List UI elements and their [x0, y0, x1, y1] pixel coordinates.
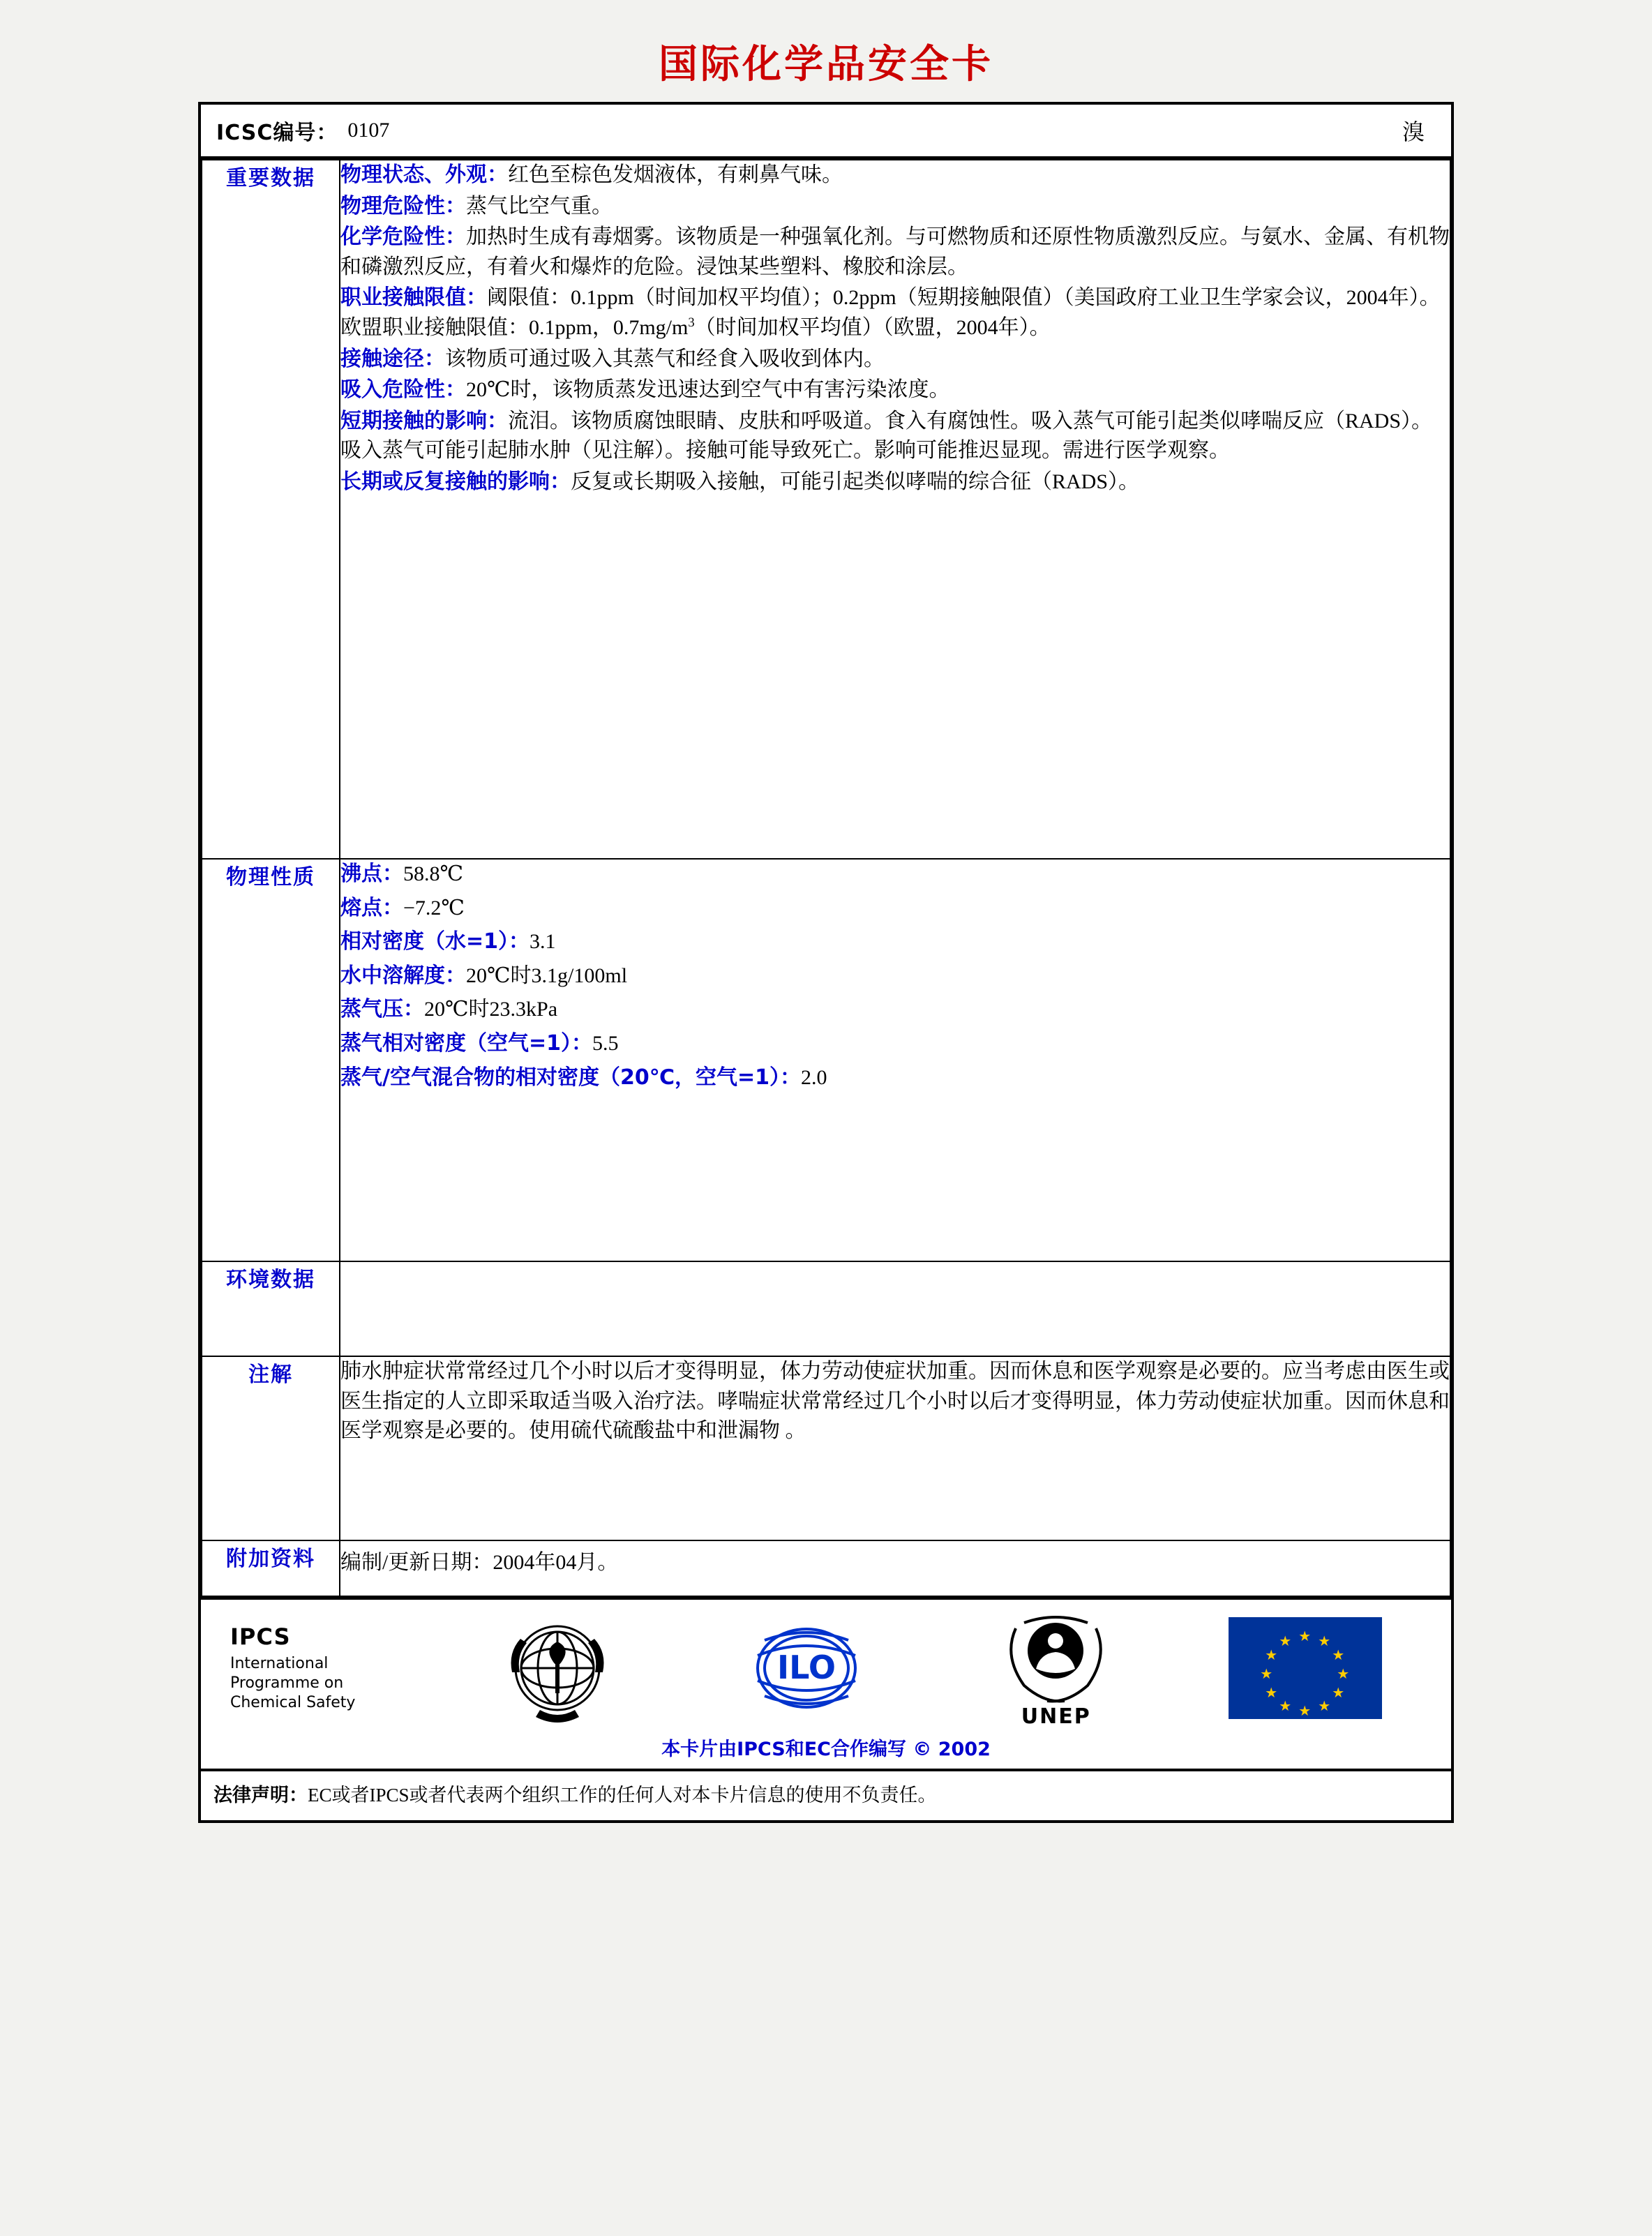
field-value: 20℃时，该物质蒸发迅速达到空气中有害污染浓度。: [466, 378, 950, 402]
unep-logo-icon: [995, 1607, 1117, 1705]
eu-star: ★: [1298, 1629, 1312, 1644]
field-value: 2.0: [801, 1065, 827, 1089]
row-label-additional-info: 附加资料: [202, 1540, 340, 1596]
list-item: [340, 927, 1450, 957]
legal-notice: [201, 1771, 1451, 1820]
unep-logo-group: [995, 1607, 1117, 1729]
eu-star: ★: [1318, 1699, 1331, 1714]
icsc-number-label: ICSC编号：: [216, 121, 338, 145]
table-row-additional-info: [202, 1540, 1450, 1596]
field-key: 沸点：: [340, 862, 403, 886]
field-key: 物理危险性：: [340, 193, 466, 218]
list-item: [340, 860, 1450, 890]
ipcs-subtitle-line-2: Programme on: [230, 1674, 344, 1692]
card-header: [201, 105, 1451, 159]
row-body-environment-data: [340, 1261, 1450, 1356]
list-item: [340, 1063, 1450, 1093]
eu-star: ★: [1337, 1667, 1350, 1682]
legal-notice-label: 法律声明：: [213, 1785, 308, 1806]
field-value: 58.8℃: [403, 862, 464, 885]
row-label-important-data: 重要数据: [202, 160, 340, 859]
field-key: 化学危险性：: [340, 225, 466, 250]
icsc-number-value: 0107: [347, 119, 390, 142]
field-key: 物理状态、外观：: [340, 163, 508, 187]
field-value: 阈限值：0.1ppm（时间加权平均值）；0.2ppm（短期接触限值）（美国政府工业卫生学家会议，2004年）。欧盟职业接触限值：0.1ppm，$0.7mg/m^3$（时间加权平均值）（欧盟，2004年）。: [340, 286, 1441, 339]
eu-flag-slot: [1181, 1617, 1431, 1719]
legal-notice-text: EC或者IPCS或者代表两个组织工作的任何人对本卡片信息的使用不负责任。: [308, 1785, 937, 1806]
list-item: [340, 995, 1450, 1025]
ipcs-block: [222, 1623, 433, 1713]
list-item: [340, 160, 1450, 190]
row-label-notes: 注解: [202, 1356, 340, 1540]
row-body-physical-properties: [340, 859, 1450, 1261]
field-key: 蒸气相对密度（空气=1）：: [340, 1030, 593, 1056]
eu-star: ★: [1332, 1686, 1345, 1701]
row-body-important-data: [340, 160, 1450, 859]
eu-star: ★: [1265, 1686, 1278, 1701]
eu-star: ★: [1279, 1699, 1292, 1714]
field-value: 蒸气比空气重。: [466, 194, 613, 218]
ilo-logo-slot: [682, 1612, 932, 1724]
field-key: 短期接触的影响：: [340, 408, 508, 433]
card-table: [201, 159, 1451, 1597]
field-value: 3.1: [530, 930, 556, 954]
field-key: 相对密度（水=1）：: [340, 929, 530, 954]
list-item: [340, 223, 1450, 282]
eu-star: ★: [1260, 1667, 1273, 1682]
list-item: [340, 894, 1450, 924]
row-label-environment-data: 环境数据: [202, 1261, 340, 1356]
field-value: 该物质可通过吸入其蒸气和经食入吸收到体内。: [445, 347, 885, 370]
footer-logo-strip: [201, 1597, 1451, 1771]
unep-logo-slot: [931, 1607, 1181, 1729]
field-key: 熔点：: [340, 895, 403, 920]
list-item: [340, 1029, 1450, 1059]
table-row-environment-data: [202, 1261, 1450, 1356]
row-body-additional-info: 编制/更新日期：2004年04月。: [340, 1540, 1450, 1596]
ipcs-title: IPCS: [230, 1623, 291, 1650]
field-key: 吸入危险性：: [340, 377, 466, 403]
row-label-physical-properties: 物理性质: [202, 859, 340, 1261]
field-value: 20℃时23.3kPa: [424, 998, 558, 1021]
ipcs-subtitle-line-3: Chemical Safety: [230, 1694, 356, 1712]
field-value: 流泪。该物质腐蚀眼睛、皮肤和呼吸道。食入有腐蚀性。吸入蒸气可能引起类似哮喘反应（RADS）。吸入蒸气可能引起肺水肿（见注解）。接触可能导致死亡。影响可能推迟显现。需进行医学观察。: [340, 409, 1433, 463]
list-item: [340, 345, 1450, 375]
field-value: 加热时生成有毒烟雾。该物质是一种强氧化剂。与可燃物质和还原性物质激烈反应。与氨水、金属、有机物和磷激烈反应，有着火和爆炸的危险。浸蚀某些塑料、橡胶和涂层。: [340, 225, 1450, 278]
substance-name: 溴: [1402, 119, 1425, 144]
row-body-notes: 肺水肿症状常常经过几个小时以后才变得明显，体力劳动使症状加重。因而休息和医学观察是必要的。应当考虑由医生或医生指定的人立即采取适当吸入治疗法。哮喘症状常常经过几个小时以后才变得明显，体力劳动使症状加重。因而休息和医学观察是必要的。使用硫代硫酸盐中和泄漏物 。: [340, 1356, 1450, 1540]
eu-star: ★: [1332, 1648, 1345, 1663]
field-value: 反复或长期吸入接触，可能引起类似哮喘的综合征（RADS）。: [571, 470, 1140, 493]
eu-flag-icon: [1229, 1617, 1382, 1719]
ipcs-subtitle: [230, 1654, 433, 1713]
field-key: 接触途径：: [340, 346, 445, 371]
list-item: [340, 192, 1450, 222]
eu-star: ★: [1318, 1634, 1331, 1649]
list-item: [340, 467, 1450, 497]
safety-card: [198, 102, 1454, 1823]
table-row-notes: [202, 1356, 1450, 1540]
ipcs-subtitle-line-1: International: [230, 1654, 329, 1672]
unep-logo-text: UNEP: [1021, 1704, 1091, 1729]
list-item: [340, 961, 1450, 991]
field-key: 水中溶解度：: [340, 963, 466, 988]
field-key: 长期或反复接触的影响：: [340, 469, 571, 494]
eu-star: ★: [1265, 1648, 1278, 1663]
field-key: 蒸气压：: [340, 997, 424, 1022]
list-item: [340, 283, 1450, 343]
ilo-logo-icon: [740, 1612, 873, 1724]
eu-star: ★: [1298, 1704, 1312, 1719]
table-row-physical-properties: [202, 859, 1450, 1261]
page-title: 国际化学品安全卡: [659, 42, 993, 87]
list-item: [340, 375, 1450, 405]
footer-logos-row: [201, 1600, 1451, 1731]
eu-star: ★: [1279, 1634, 1292, 1649]
table-row-important-data: [202, 160, 1450, 859]
list-item: [340, 407, 1450, 466]
who-logo-icon: [498, 1612, 617, 1724]
footer-credit: 本卡片由IPCS和EC合作编写 © 2002: [661, 1739, 991, 1760]
field-value: 20℃时3.1g/100ml: [466, 963, 628, 987]
field-value: 红色至棕色发烟液体，有刺鼻气味。: [508, 163, 843, 186]
field-value: 5.5: [592, 1031, 619, 1055]
field-key: 蒸气/空气混合物的相对密度（20℃，空气=1）：: [340, 1065, 802, 1090]
who-logo-slot: [433, 1612, 682, 1724]
field-key: 职业接触限值：: [340, 285, 487, 310]
field-value: −7.2℃: [403, 896, 465, 920]
ilo-logo-text: ILO: [777, 1649, 836, 1686]
